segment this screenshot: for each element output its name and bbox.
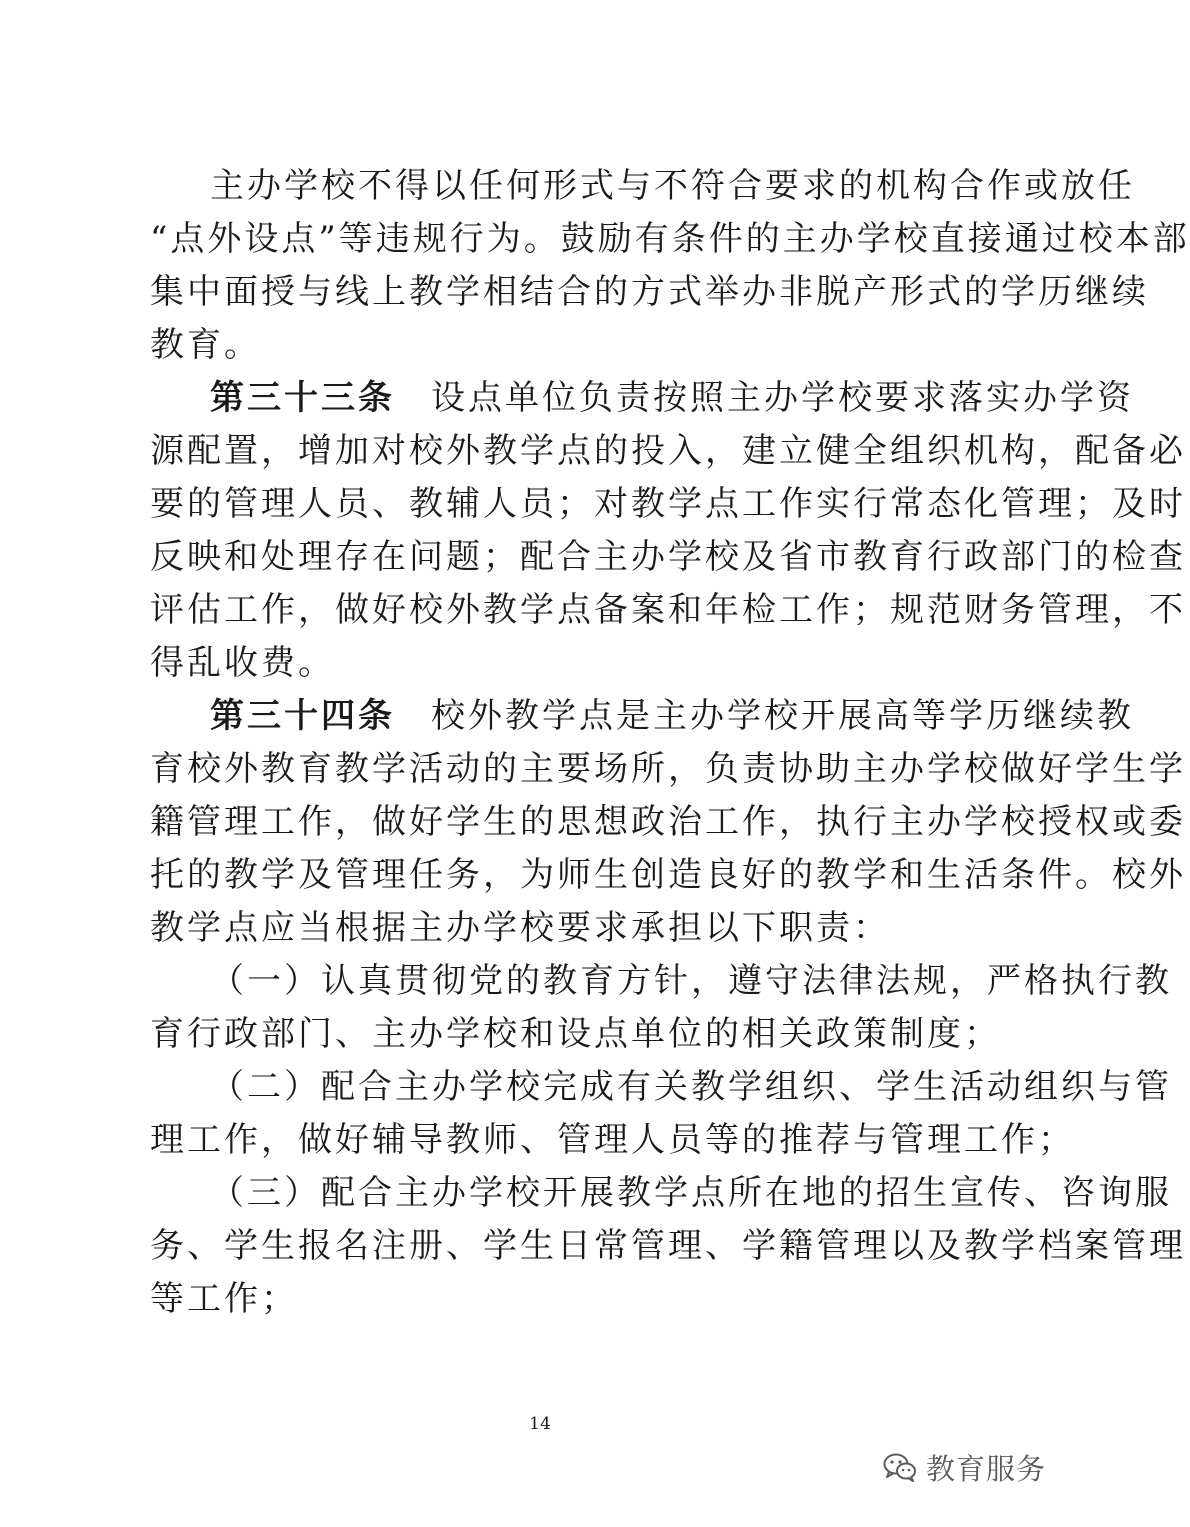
article-34-line-5: 教学点应当根据主办学校要求承担以下职责： bbox=[150, 908, 890, 948]
item-2-line-2: 理工作，做好辅导教师、管理人员等的推荐与管理工作； bbox=[150, 1120, 1075, 1160]
item-3-line-1: （三）配合主办学校开展教学点所在地的招生宣传、咨询服 bbox=[210, 1173, 1172, 1213]
article-33-text: 设点单位负责按照主办学校要求落实办学资 bbox=[431, 378, 1134, 418]
article-33-line-5: 评估工作，做好校外教学点备案和年检工作；规范财务管理，不 bbox=[150, 590, 1186, 630]
item-3-line-2: 务、学生报名注册、学生日常管理、学籍管理以及教学档案管理 bbox=[150, 1226, 1186, 1266]
watermark-label: 教育服务 bbox=[925, 1451, 1046, 1486]
article-33-line-4: 反映和处理存在问题；配合主办学校及省市教育行政部门的检查 bbox=[150, 537, 1186, 577]
article-34-heading: 第三十四条 bbox=[210, 696, 395, 736]
article-34-line-2: 育校外教育教学活动的主要场所，负责协助主办学校做好学生学 bbox=[150, 749, 1186, 789]
wechat-watermark bbox=[883, 1447, 1046, 1487]
item-3-line-3: 等工作； bbox=[150, 1279, 298, 1319]
article-33-line-2: 源配置，增加对校外教学点的投入，建立健全组织机构，配备必 bbox=[150, 431, 1186, 471]
page-number: 14 bbox=[529, 1414, 551, 1434]
paragraph-1-line-2: “点外设点”等违规行为。鼓励有条件的主办学校直接通过校本部 bbox=[150, 219, 1190, 259]
article-34-line-1 bbox=[210, 696, 1134, 736]
article-33-line-6: 得乱收费。 bbox=[150, 643, 335, 683]
item-1-line-1: （一）认真贯彻党的教育方针，遵守法律法规，严格执行教 bbox=[210, 961, 1172, 1001]
article-33-line-3: 要的管理人员、教辅人员；对教学点工作实行常态化管理；及时 bbox=[150, 484, 1186, 524]
article-33-line-1 bbox=[210, 378, 1134, 418]
article-33-heading: 第三十三条 bbox=[210, 378, 395, 418]
paragraph-1-line-3: 集中面授与线上教学相结合的方式举办非脱产形式的学历继续 bbox=[150, 272, 1149, 312]
item-1-line-2: 育行政部门、主办学校和设点单位的相关政策制度； bbox=[150, 1014, 1001, 1054]
paragraph-1-line-4: 教育。 bbox=[150, 325, 261, 365]
article-34-line-3: 籍管理工作，做好学生的思想政治工作，执行主办学校授权或委 bbox=[150, 802, 1186, 842]
paragraph-1-line-1: 主办学校不得以任何形式与不符合要求的机构合作或放任 bbox=[210, 166, 1135, 206]
article-34-line-4: 托的教学及管理任务，为师生创造良好的教学和生活条件。校外 bbox=[150, 855, 1186, 895]
item-2-line-1: （二）配合主办学校完成有关教学组织、学生活动组织与管 bbox=[210, 1067, 1172, 1107]
wechat-icon bbox=[883, 1452, 917, 1482]
article-34-text: 校外教学点是主办学校开展高等学历继续教 bbox=[431, 696, 1134, 736]
